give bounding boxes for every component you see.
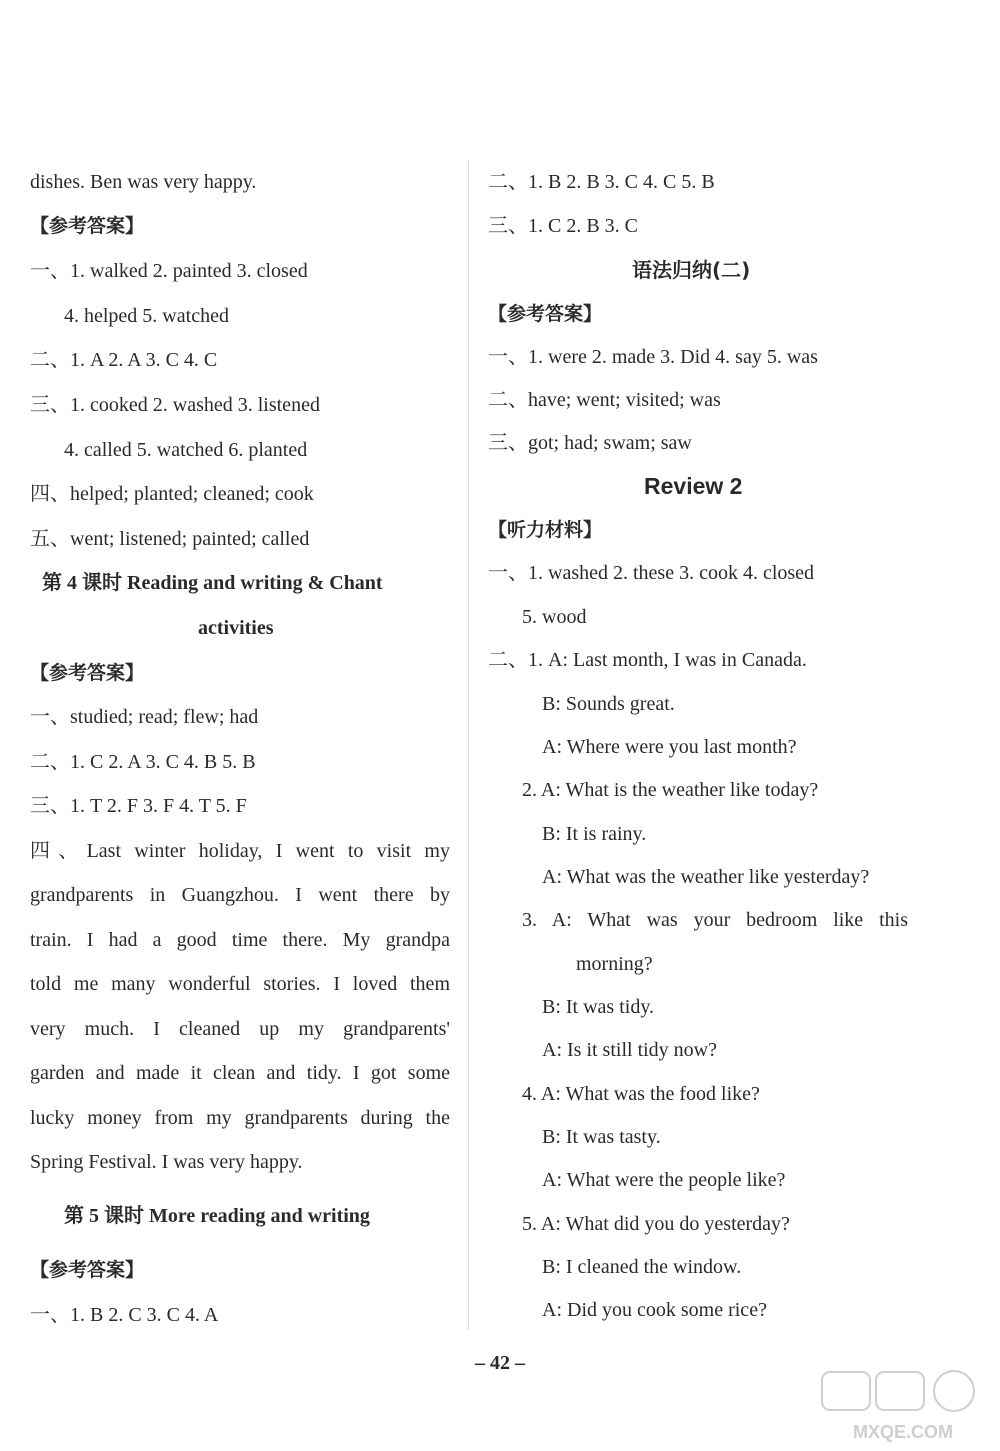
dialogue-line: A: What was the weather like yesterday? <box>542 866 870 888</box>
answer-line: 4. helped 5. watched <box>64 305 229 327</box>
review-title: Review 2 <box>644 473 743 499</box>
page-number: – 42 – <box>475 1352 525 1374</box>
answer-line: 三、1. C 2. B 3. C <box>488 215 639 237</box>
section-heading: 【参考答案】 <box>30 662 145 684</box>
section-heading: 【参考答案】 <box>30 215 145 237</box>
section-heading: 【参考答案】 <box>30 1259 145 1281</box>
paragraph-line: told me many wonderful stories. I loved them <box>30 973 450 995</box>
dialogue-line: B: It was tasty. <box>542 1126 661 1148</box>
paragraph-line: garden and made it clean and tidy. I got some <box>30 1062 450 1084</box>
answer-line: 二、1. B 2. B 3. C 4. C 5. B <box>488 171 715 193</box>
dialogue-line: B: It was tidy. <box>542 996 655 1018</box>
grammar-title: 语法归纳(二) <box>632 258 751 282</box>
column-divider <box>468 160 469 1330</box>
answer-line: 三、1. cooked 2. washed 3. listened <box>30 394 320 416</box>
answer-line: 一、1. B 2. C 3. C 4. A <box>30 1304 219 1326</box>
answer-line: 三、got; had; swam; saw <box>488 432 692 454</box>
answer-line: 4. called 5. watched 6. planted <box>64 439 308 461</box>
dialogue-line: B: It is rainy. <box>542 823 647 845</box>
answer-line: 三、1. T 2. F 3. F 4. T 5. F <box>30 795 247 817</box>
answer-line: 一、1. washed 2. these 3. cook 4. closed <box>488 562 815 584</box>
paragraph-line: lucky money from my grandparents during the <box>30 1107 450 1129</box>
answer-line: 五、went; listened; painted; called <box>30 528 310 550</box>
lesson-title: 第 4 课时 Reading and writing & Chant <box>42 572 383 594</box>
dialogue-line: 5. A: What did you do yesterday? <box>522 1213 790 1235</box>
dialogue-line: A: Where were you last month? <box>542 736 797 758</box>
dialogue-line: 3. A: What was your bedroom like this <box>522 909 908 931</box>
paragraph-line: 四、Last winter holiday, I went to visit my <box>30 840 450 862</box>
text-line: dishes. Ben was very happy. <box>30 171 257 193</box>
answer-line: 一、studied; read; flew; had <box>30 706 259 728</box>
lesson-title: 第 5 课时 More reading and writing <box>64 1205 370 1227</box>
answer-line: 一、1. were 2. made 3. Did 4. say 5. was <box>488 346 818 368</box>
lesson-title-cont: activities <box>198 617 274 639</box>
dialogue-line: A: What were the people like? <box>542 1169 786 1191</box>
dialogue-line: 4. A: What was the food like? <box>522 1083 760 1105</box>
paragraph-line: very much. I cleaned up my grandparents' <box>30 1018 450 1040</box>
paragraph-line: Spring Festival. I was very happy. <box>30 1151 303 1173</box>
watermark-logo <box>818 1368 988 1448</box>
dialogue-line: 2. A: What is the weather like today? <box>522 779 819 801</box>
svg-text:MXQE.COM: MXQE.COM <box>852 1422 954 1442</box>
dialogue-line: 二、1. A: Last month, I was in Canada. <box>488 649 807 671</box>
answer-line: 一、1. walked 2. painted 3. closed <box>30 260 308 282</box>
dialogue-line: morning? <box>576 953 653 975</box>
dialogue-line: B: I cleaned the window. <box>542 1256 742 1278</box>
answer-line: 二、have; went; visited; was <box>488 389 721 411</box>
section-heading: 【听力材料】 <box>488 519 603 541</box>
answer-line: 二、1. C 2. A 3. C 4. B 5. B <box>30 751 256 773</box>
paragraph-line: grandparents in Guangzhou. I went there by <box>30 884 450 906</box>
answer-line: 二、1. A 2. A 3. C 4. C <box>30 349 218 371</box>
section-heading: 【参考答案】 <box>488 303 603 325</box>
answer-line: 5. wood <box>522 606 587 628</box>
dialogue-line: B: Sounds great. <box>542 693 675 715</box>
dialogue-line: A: Is it still tidy now? <box>542 1039 717 1061</box>
dialogue-line: A: Did you cook some rice? <box>542 1299 767 1321</box>
answer-line: 四、helped; planted; cleaned; cook <box>30 483 314 505</box>
paragraph-line: train. I had a good time there. My grandpa <box>30 929 450 951</box>
